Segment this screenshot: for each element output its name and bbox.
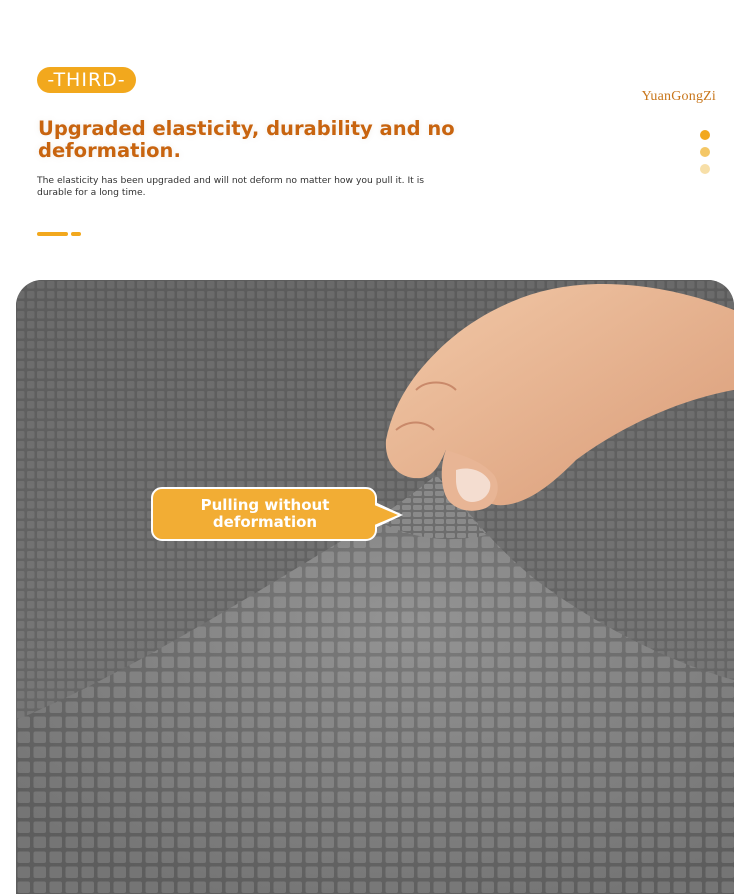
feature-headline: Upgraded elasticity, durability and no deformation. <box>38 117 455 162</box>
callout-bubble <box>151 487 381 545</box>
feature-description: The elasticity has been upgraded and will not deform no matter how you pull it. It is durable for a long time. <box>37 175 425 198</box>
section-label-badge: -THIRD- <box>37 67 136 93</box>
indicator-dot-mid <box>700 147 710 157</box>
callout-text: Pulling without deformation <box>200 496 330 531</box>
indicator-dot-active <box>700 130 710 140</box>
accent-bar-short <box>71 232 81 236</box>
indicator-dot-light <box>700 164 710 174</box>
indicator-dots <box>700 130 712 181</box>
brand-name: YuanGongZi <box>641 89 716 104</box>
fabric-stretch-illustration <box>16 280 734 894</box>
fabric-stretch-photo <box>16 280 734 894</box>
accent-bar-long <box>37 232 68 236</box>
